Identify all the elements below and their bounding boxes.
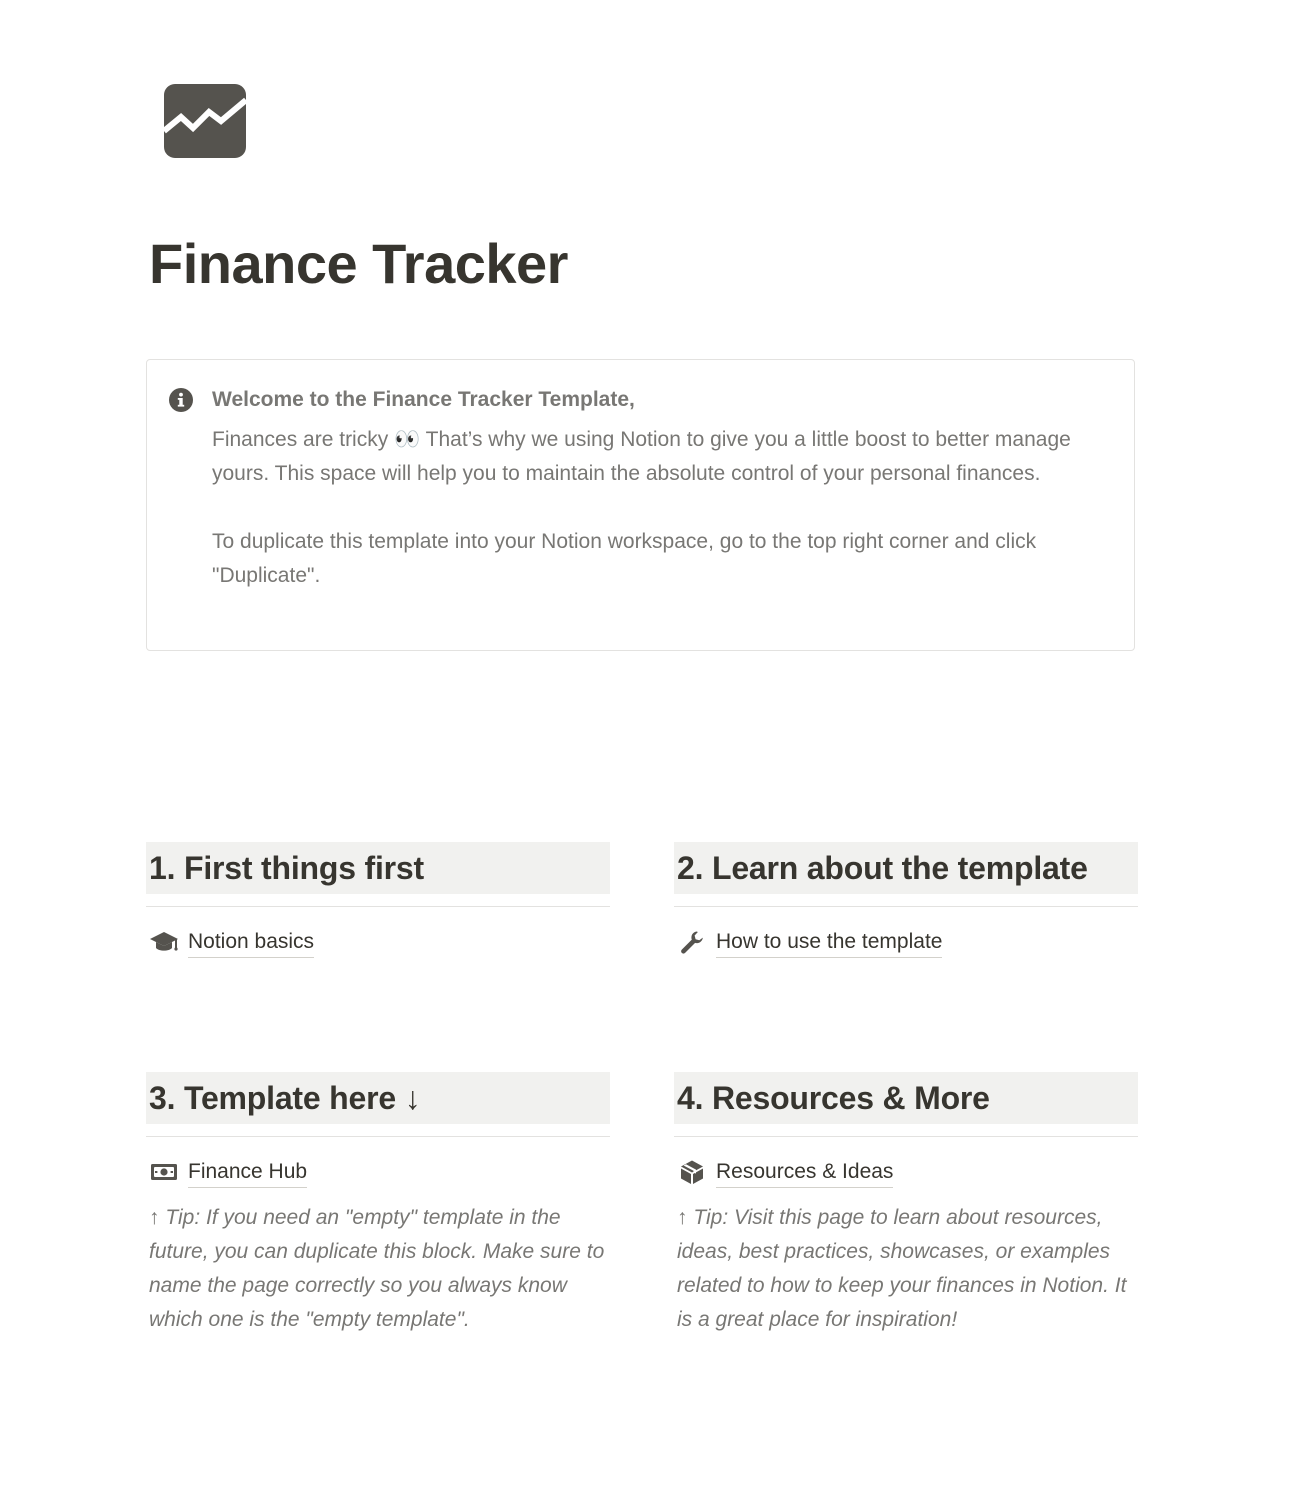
welcome-callout — [146, 359, 1135, 651]
link-finance-hub[interactable] — [146, 1156, 610, 1188]
money-bill-icon — [149, 1157, 179, 1187]
section-heading: 4. Resources & More — [674, 1072, 1138, 1124]
callout-text — [212, 383, 1117, 593]
link-resources-ideas[interactable] — [674, 1156, 1138, 1188]
link-how-to-use-template[interactable] — [674, 926, 1138, 958]
section-heading: 2. Learn about the template — [674, 842, 1138, 894]
callout-paragraph-intro: Finances are tricky 👀 That’s why we using Notion to give you a little boost to better manage yours. This space will help you to maintain the absolute control of your personal finances. — [212, 428, 1071, 485]
tip-text: ↑ Tip: If you need an "empty" template in the future, you can duplicate this block. Make sure to name the page correctly so you always know which one is the "empty template". — [149, 1206, 605, 1331]
callout-heading: Welcome to the Finance Tracker Template, — [212, 388, 635, 411]
divider — [674, 906, 1138, 907]
link-label[interactable]: How to use the template — [716, 927, 942, 958]
cube-icon — [677, 1157, 707, 1187]
link-label[interactable]: Notion basics — [188, 927, 314, 958]
link-label[interactable]: Finance Hub — [188, 1157, 307, 1188]
section-resources-more — [674, 1072, 1138, 1337]
tip-text: ↑ Tip: Visit this page to learn about resources, ideas, best practices, showcases, or examples related to how to keep your finances in Notion. It is a great place for inspiration! — [677, 1206, 1127, 1331]
divider — [146, 906, 610, 907]
divider — [674, 1136, 1138, 1137]
section-first-things-first — [146, 842, 610, 958]
section-heading: 3. Template here ↓ — [146, 1072, 610, 1124]
wrench-icon — [677, 927, 707, 957]
section-learn-about-template — [674, 842, 1138, 958]
link-notion-basics[interactable] — [146, 926, 610, 958]
chart-line-icon[interactable] — [163, 83, 247, 159]
info-icon — [169, 388, 193, 412]
page-title[interactable]: Finance Tracker — [149, 232, 568, 295]
section-heading: 1. First things first — [146, 842, 610, 894]
graduation-cap-icon — [149, 927, 179, 957]
section-template-here — [146, 1072, 610, 1337]
link-label[interactable]: Resources & Ideas — [716, 1157, 893, 1188]
divider — [146, 1136, 610, 1137]
callout-paragraph-duplicate: To duplicate this template into your Notion workspace, go to the top right corner and click "Duplicate". — [212, 530, 1037, 587]
